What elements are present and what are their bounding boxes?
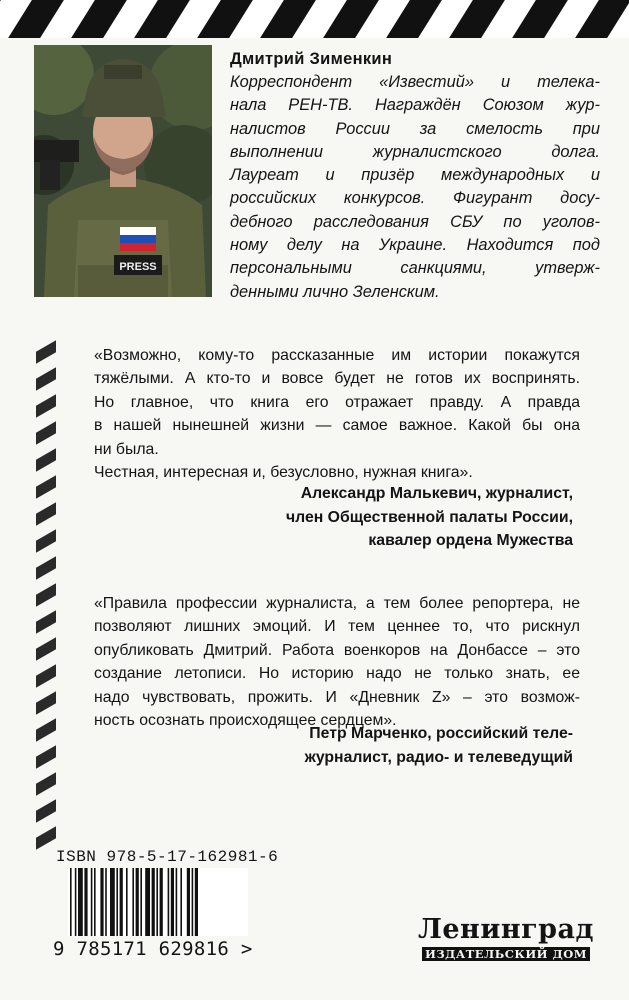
barcode-bar — [70, 868, 72, 936]
attribution-line: Александр Малькевич, журналист, — [300, 485, 573, 502]
barcode-bar — [84, 868, 87, 936]
text-line: выполнении журналистского долга. — [230, 142, 600, 161]
author-bio — [230, 71, 600, 304]
side-stripe — [36, 745, 56, 769]
barcode-bar — [120, 868, 123, 936]
side-stripe — [36, 475, 56, 499]
side-stripe — [36, 799, 56, 823]
barcode-bar — [140, 868, 142, 936]
clapperboard-stripe — [260, 0, 316, 38]
text-line: денными лично Зеленским. — [230, 282, 440, 301]
clapperboard-stripe — [134, 0, 190, 38]
clapperboard-stripe — [512, 0, 568, 38]
clapperboard-stripe — [71, 0, 127, 38]
side-stripe — [36, 637, 56, 661]
barcode-bar — [176, 868, 178, 936]
attribution-line: Петр Марченко, российский теле- — [309, 725, 573, 742]
text-line: Честная, интересная и, безусловно, нужная книга». — [94, 464, 473, 482]
text-line: дебного расследования СБУ по уголов- — [230, 212, 600, 231]
text-line: российских конкурсов. Фигурант досу- — [230, 189, 600, 208]
quote-marchenko — [94, 592, 580, 732]
barcode-bar — [110, 868, 115, 936]
clapperboard-stripe — [0, 0, 1, 38]
author-name: Дмитрий Зименкин — [230, 50, 393, 68]
barcode-bar — [168, 868, 170, 936]
barcode-bar — [145, 868, 150, 936]
text-line: надо чувствовать, прожить. И «Дневник Z» – это возмож- — [94, 688, 580, 706]
clapperboard-stripe — [8, 0, 64, 38]
attribution-line: журналист, радио- и телеведущий — [304, 748, 573, 766]
text-line: создание летописи. Но историю надо не только знать, ее — [94, 665, 580, 683]
publisher-tagline: ИЗДАТЕЛЬСКИЙ ДОМ — [422, 947, 590, 961]
barcode-bar — [195, 868, 198, 936]
text-line: «Правила профессии журналиста, а тем более репортера, не — [94, 595, 580, 612]
attribution-line: член Общественной палаты России, — [285, 508, 573, 526]
clapperboard-stripe — [197, 0, 253, 38]
publisher-name: Ленинград — [418, 914, 595, 945]
text-line: Лауреат и призёр международных и — [230, 166, 600, 185]
soldier-portrait-image — [34, 45, 212, 297]
side-stripe — [36, 772, 56, 796]
side-stripe — [36, 556, 56, 580]
clapperboard-stripe — [323, 0, 379, 38]
text-line: ность осознать происходящее сердцем». — [94, 712, 397, 730]
side-stripe — [36, 718, 56, 742]
side-stripe — [36, 610, 56, 634]
barcode-bar — [75, 868, 77, 936]
side-stripe — [36, 340, 56, 364]
barcode-bar — [136, 868, 139, 936]
barcode-bar — [160, 868, 163, 936]
barcode-bar — [156, 868, 158, 936]
quote-malkevich — [94, 344, 580, 484]
side-stripe — [36, 394, 56, 418]
text-line: ному делу на Украине. Находится под — [230, 236, 600, 255]
press-patch-text: PRESS — [119, 261, 157, 273]
barcode-bar — [100, 868, 103, 936]
text-line: Но главное, что книга его отражает правду. А правда — [94, 393, 580, 411]
side-stripe — [36, 448, 56, 472]
side-stripe — [36, 367, 56, 391]
barcode-bars — [68, 868, 248, 936]
quote-malkevich-attribution — [286, 482, 573, 553]
barcode-bar — [91, 868, 93, 936]
attribution-line: кавалер ордена Мужества — [368, 532, 573, 550]
text-line: Корреспондент «Известий» и телека- — [230, 73, 600, 91]
barcode-bar — [78, 868, 83, 936]
side-stripe — [36, 826, 56, 850]
side-stripe — [36, 583, 56, 607]
barcode — [68, 868, 248, 936]
side-stripe — [36, 529, 56, 553]
barcode-digits: 9 785171 629816 > — [53, 938, 253, 960]
clapperboard-stripes — [0, 0, 629, 38]
text-line: опубликовать Дмитрий. Работа военкоров на Донбассе – это — [94, 641, 580, 659]
quote-marchenko-attribution — [305, 722, 573, 769]
barcode-bar — [171, 868, 174, 936]
text-line: позволяют лишних эмоций. И тем ценнее то, что рискнул — [94, 618, 580, 636]
text-line: нала РЕН-ТВ. Награждён Союзом жур- — [230, 96, 600, 115]
clapperboard-stripe — [575, 0, 629, 38]
side-stripe — [36, 691, 56, 715]
barcode-bar — [180, 868, 182, 936]
text-line: налистов России за смелость при — [230, 119, 600, 138]
side-stripe — [36, 421, 56, 445]
side-stripe — [36, 502, 56, 526]
text-line: персональными санкциями, утверж- — [230, 259, 600, 278]
barcode-bar — [126, 868, 128, 936]
author-photo — [34, 45, 212, 297]
side-stripe — [36, 664, 56, 688]
barcode-bar — [132, 868, 134, 936]
barcode-bar — [116, 868, 118, 936]
text-line: в нашей нынешней жизни — самое важное. Какой бы она — [94, 417, 580, 435]
barcode-bar — [192, 868, 194, 936]
isbn-number: ISBN 978-5-17-162981-6 — [56, 848, 279, 866]
barcode-bar — [152, 868, 155, 936]
text-line: тяжёлыми. А кто-то и вовсе будет не готов их воспринять. — [94, 370, 580, 388]
barcode-bar — [187, 868, 190, 936]
clapperboard-stripe — [449, 0, 505, 38]
text-line: ни была. — [94, 440, 159, 458]
text-line: «Возможно, кому-то рассказанные им истории покажутся — [94, 347, 580, 364]
barcode-bar — [105, 868, 107, 936]
publisher-logo — [418, 915, 594, 963]
barcode-bar — [94, 868, 96, 936]
clapperboard-stripe — [386, 0, 442, 38]
